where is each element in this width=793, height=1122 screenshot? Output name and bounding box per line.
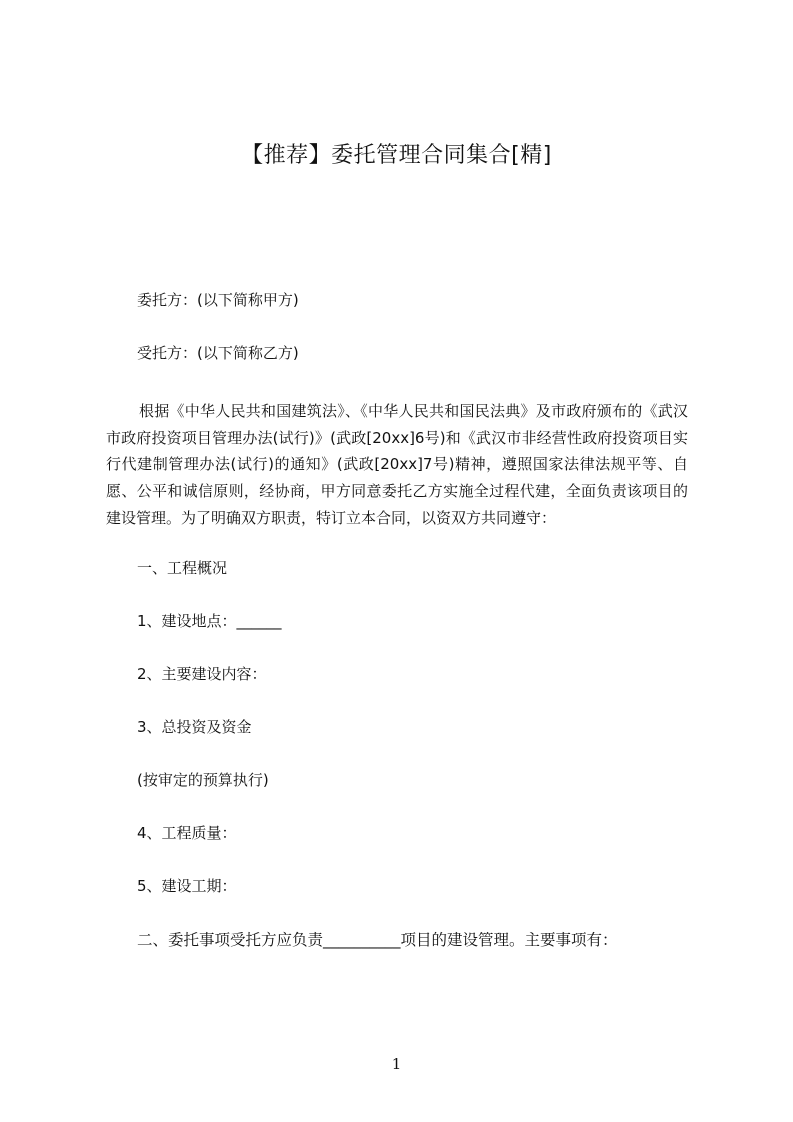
construction-site-item: 1、建设地点：______ [137,612,282,630]
main-construction-content-item: 2、主要建设内容： [137,665,267,683]
section-one-heading: 一、工程概况 [137,559,228,577]
construction-period-item: 5、建设工期： [137,877,237,895]
preamble-paragraph: 根据《中华人民共和国建筑法》、《中华人民共和国民法典》及市政府颁布的《武汉市政府投资项目管理办法(试行)》(武政[20xx]6号)和《武汉市非经营性政府投资项目实行代建制管理办法(试行)的通知》(武政[20xx]7号)精神，遵照国家法律法规平等、自愿、公平和诚信原则，经协商，甲方同意委托乙方实施全过程代建，全面负责该项目的建设管理。为了明确双方职责，特订立本合同，以资双方共同遵守： [106,402,688,527]
total-investment-item: 3、总投资及资金 [137,718,252,736]
page-number: 1 [391,1055,402,1073]
section-two-heading: 二、委托事项受托方应负责__________项目的建设管理。主要事项有： [137,931,618,949]
budget-note: (按审定的预算执行) [137,771,269,789]
engineering-quality-item: 4、工程质量： [137,824,237,842]
trustee-party-line: 受托方：(以下简称乙方) [137,344,299,362]
client-party-line: 委托方：(以下简称甲方) [137,291,299,309]
document-title: 【推荐】委托管理合同集合[精] [241,143,552,168]
